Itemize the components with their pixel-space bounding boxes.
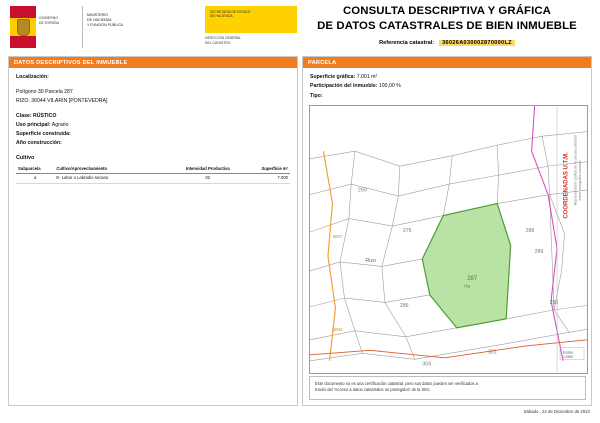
superficie-grafica-value: 7.001 m²: [356, 74, 378, 80]
localizacion-line-2: RIZO. 36044 VILARIN [PONTEVEDRA]: [16, 98, 108, 105]
gob-line2: DE ESPAÑA: [39, 20, 60, 25]
property-details-title: DATOS DESCRIPTIVOS DEL INMUEBLE: [9, 57, 297, 68]
cadastral-reference-row: [300, 40, 594, 46]
uso-principal-value: Agrario: [51, 122, 69, 129]
map-label-289: 289: [534, 248, 544, 255]
map-label-295: 295: [549, 299, 559, 306]
cadastral-map[interactable]: [309, 105, 588, 374]
map-label-286: 286: [399, 302, 409, 309]
dg-line1: DIRECCIÓN GENERAL: [205, 36, 242, 40]
map-label-260: 260: [357, 187, 367, 194]
map-label-301: 301: [488, 349, 497, 356]
map-label-276: 276: [402, 228, 412, 235]
dg-line2: DEL CATASTRO: [205, 40, 231, 45]
localizacion-label: Localización:: [16, 74, 49, 80]
footnote-line-1: Este documento no es una certificación catastral, pero sus datos pueden ser verificados a: [315, 381, 478, 386]
map-scale-label-line2: 1:2500: [563, 354, 574, 359]
col-subparcela: Subparcela: [16, 165, 54, 174]
map-label-304: 304: [422, 361, 432, 368]
yellow-line1: SECRETARÍA DE ESTADO: [210, 10, 251, 14]
page-title: [300, 4, 594, 46]
map-label-288: 288: [525, 228, 535, 235]
map-vertical-subtitle-2: sobre cartografía catastral: [578, 160, 583, 201]
gob-line1: GOBIERNO: [39, 16, 59, 20]
coat-of-arms-icon: [17, 19, 30, 36]
map-label-287: 287: [467, 275, 478, 282]
clase-value: RÚSTICO: [33, 113, 57, 120]
parcel-panel: [302, 56, 592, 406]
table-row: [16, 174, 290, 184]
col-intensidad: Intensidad Productiva: [175, 165, 241, 174]
map-label-9004: 9004: [332, 326, 343, 332]
map-canvas[interactable]: [310, 106, 587, 373]
cadastral-reference-label: Referencia catastral:: [379, 40, 435, 47]
uso-principal-label: Uso principal:: [16, 122, 51, 129]
localizacion-line-1: Polígono 30 Parcela 287: [16, 89, 73, 96]
clase-label: Clase:: [16, 113, 32, 120]
participacion-value: 100,00 %: [378, 83, 401, 90]
document-header: [0, 0, 600, 54]
superficie-grafica-label: Superficie gráfica:: [310, 74, 356, 80]
cell-intensidad: 02: [175, 174, 241, 184]
map-footnote: [309, 376, 586, 400]
col-cultivo: Cultivo/Aprovechamiento: [54, 165, 175, 174]
table-header-row: [16, 165, 290, 174]
yellow-line2: DE HACIENDA: [210, 14, 233, 19]
min-line1: MINISTERIO: [87, 13, 108, 17]
title-line-2: DE DATOS CATASTRALES DE BIEN INMUEBLE: [317, 19, 577, 32]
map-vertical-subtitle: Representación gráfica de la parcela catastral: [573, 135, 578, 206]
tipo-label: Tipo:: [310, 92, 323, 99]
map-label-area: Ha: [464, 283, 470, 289]
spain-flag-icon: [10, 6, 36, 48]
cadastral-reference-value: 36026A030002870000LZ: [439, 40, 515, 46]
map-scale-label-line1: Escala: [563, 350, 573, 355]
property-details-panel: [8, 56, 298, 406]
parcel-title: PARCELA: [303, 57, 591, 68]
map-label-9007: 9007: [332, 234, 343, 240]
document-date: Sábado , 24 de Diciembre de 2022: [523, 409, 590, 414]
logo-ministerio-text: [82, 6, 143, 48]
cultivos-title: Cultivo: [16, 155, 35, 162]
cultivos-table: [16, 165, 290, 184]
map-vertical-title: COORDENADAS U.T.M.: [563, 152, 570, 219]
col-superficie: Superficie m²: [241, 165, 290, 174]
cell-subparcela: a: [16, 174, 54, 184]
title-line-1: CONSULTA DESCRIPTIVA Y GRÁFICA: [342, 5, 552, 17]
anio-construccion-label: Año construcción:: [16, 140, 62, 147]
superficie-construida-label: Superficie construida:: [16, 131, 71, 138]
min-line2: DE HACIENDA: [87, 18, 112, 23]
secretaria-estado-badge: [205, 6, 297, 33]
government-logo: [10, 6, 200, 48]
logo-gobierno-text: [39, 6, 79, 48]
cell-superficie: 7.000: [241, 174, 290, 184]
participacion-label: Participación del inmueble:: [310, 83, 378, 90]
cell-cultivo: E- Labor o Labradío secano: [54, 174, 175, 184]
footnote-line-2: través del 'Acceso a datos catastrales no protegidos' de la SEC.: [315, 387, 432, 393]
direccion-general-catastro-text: [205, 36, 241, 46]
min-line3: Y FUNCIÓN PÚBLICA: [87, 23, 124, 28]
map-label-rizo: Rizo: [365, 257, 376, 264]
